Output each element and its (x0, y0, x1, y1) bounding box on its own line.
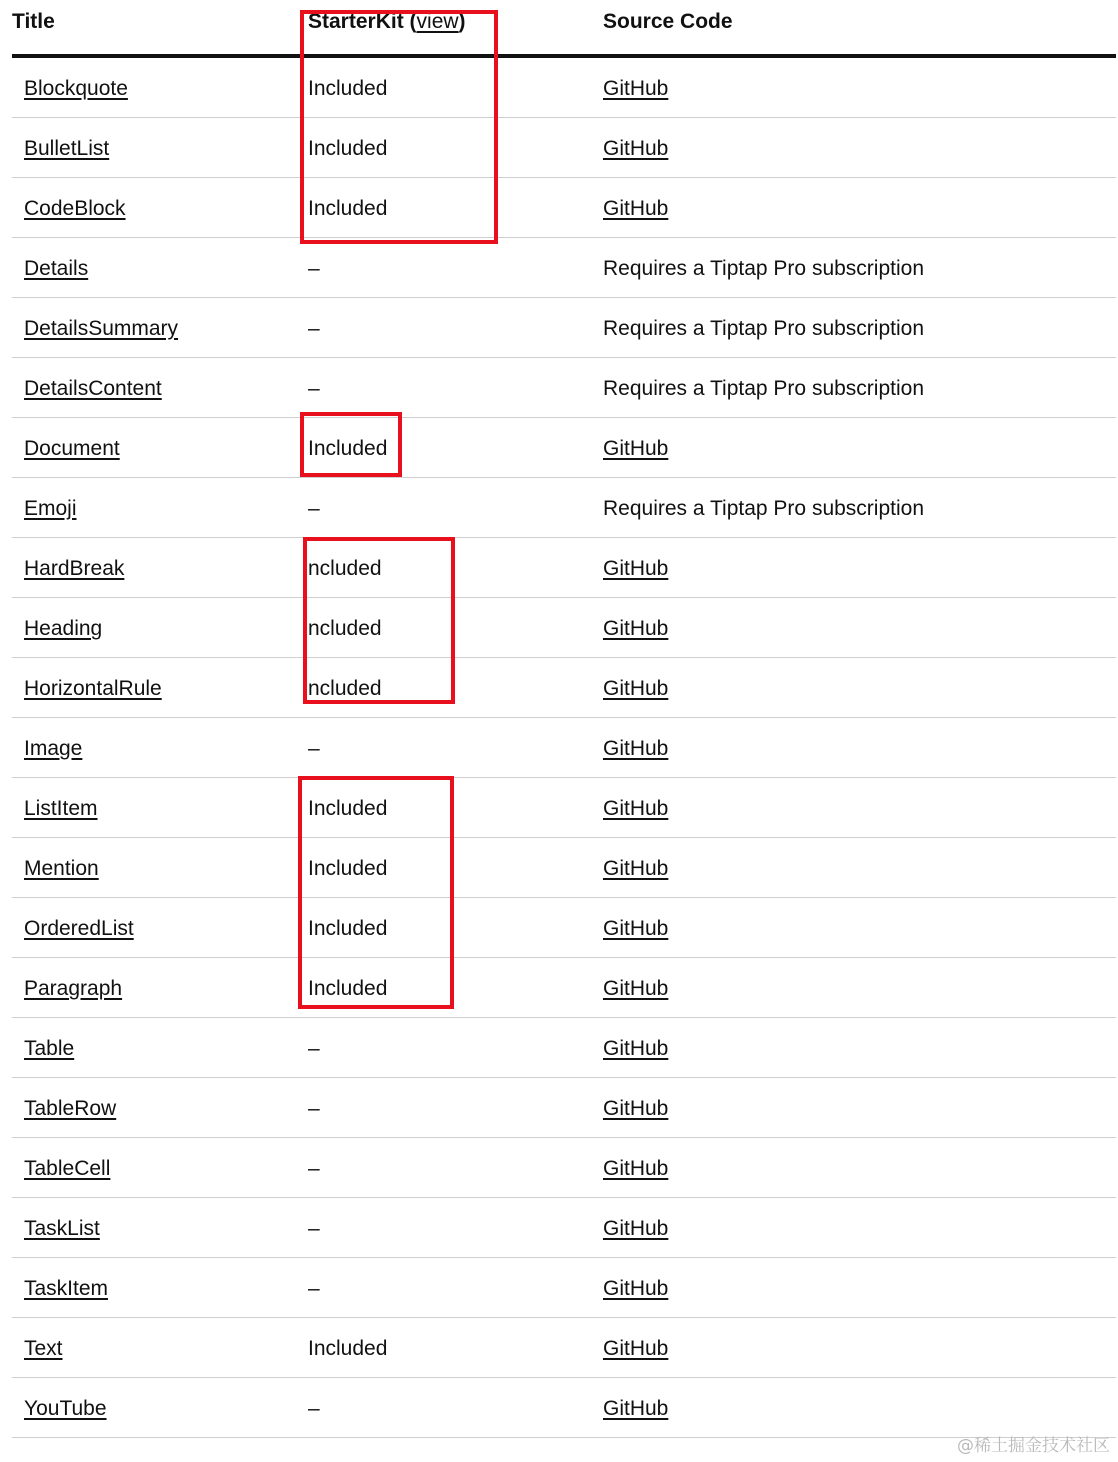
github-link[interactable]: GitHub (603, 797, 669, 820)
github-link[interactable]: GitHub (603, 857, 669, 880)
github-link[interactable]: GitHub (603, 557, 669, 580)
table-row (12, 778, 1116, 838)
github-link[interactable]: GitHub (603, 1337, 669, 1360)
starterkit-status: ncluded (308, 677, 382, 700)
table-row (12, 1018, 1116, 1078)
extension-title-link[interactable]: Heading (24, 617, 103, 640)
extension-title-link[interactable]: DetailsSummary (24, 317, 179, 340)
starterkit-status: – (308, 317, 320, 340)
extension-title-link[interactable]: Image (24, 737, 83, 760)
watermark: @稀土掘金技术社区 (957, 1436, 1110, 1456)
extension-title-link[interactable]: TaskItem (24, 1277, 109, 1300)
extension-title-link[interactable]: TableRow (24, 1097, 117, 1120)
table-row (12, 418, 1116, 478)
github-link[interactable]: GitHub (603, 1157, 669, 1180)
header-title: Title (12, 10, 55, 33)
table-row (12, 1258, 1116, 1318)
table-row (12, 1138, 1116, 1198)
starterkit-status: Included (308, 437, 388, 460)
table-row (12, 1378, 1116, 1438)
github-link[interactable]: GitHub (603, 677, 669, 700)
header-starterkit-close: ) (458, 10, 466, 33)
table-row (12, 838, 1116, 898)
starterkit-status: Included (308, 197, 388, 220)
extension-title-link[interactable]: ListItem (24, 797, 98, 820)
starterkit-status: – (308, 377, 320, 400)
source-note: Requires a Tiptap Pro subscription (603, 497, 924, 520)
starterkit-status: Included (308, 857, 388, 880)
github-link[interactable]: GitHub (603, 917, 669, 940)
github-link[interactable]: GitHub (603, 1097, 669, 1120)
extension-title-link[interactable]: Table (24, 1037, 75, 1060)
table-row (12, 718, 1116, 778)
github-link[interactable]: GitHub (603, 1277, 669, 1300)
extension-title-link[interactable]: OrderedList (24, 917, 134, 940)
extension-title-link[interactable]: Document (24, 437, 120, 460)
extension-title-link[interactable]: YouTube (24, 1397, 107, 1420)
starterkit-status: Included (308, 137, 388, 160)
starterkit-status: Included (308, 917, 388, 940)
starterkit-status: – (308, 1217, 320, 1240)
github-link[interactable]: GitHub (603, 77, 669, 100)
github-link[interactable]: GitHub (603, 137, 669, 160)
starterkit-status: – (308, 1277, 320, 1300)
view-link[interactable]: view (416, 10, 459, 33)
starterkit-status: Included (308, 797, 388, 820)
table-row (12, 298, 1116, 358)
extension-title-link[interactable]: TaskList (24, 1217, 100, 1240)
starterkit-status: – (308, 497, 320, 520)
github-link[interactable]: GitHub (603, 1217, 669, 1240)
table-row (12, 1078, 1116, 1138)
source-note: Requires a Tiptap Pro subscription (603, 377, 924, 400)
starterkit-status: – (308, 737, 320, 760)
github-link[interactable]: GitHub (603, 617, 669, 640)
extension-title-link[interactable]: HorizontalRule (24, 677, 162, 700)
starterkit-status: – (308, 1397, 320, 1420)
github-link[interactable]: GitHub (603, 977, 669, 1000)
starterkit-status: Included (308, 77, 388, 100)
source-note: Requires a Tiptap Pro subscription (603, 317, 924, 340)
table-row (12, 118, 1116, 178)
table-body (12, 58, 1116, 1438)
github-link[interactable]: GitHub (603, 437, 669, 460)
github-link[interactable]: GitHub (603, 1397, 669, 1420)
table-row (12, 898, 1116, 958)
table-row (12, 958, 1116, 1018)
table-row (12, 478, 1116, 538)
extension-title-link[interactable]: Text (24, 1337, 63, 1360)
table-row (12, 178, 1116, 238)
extension-title-link[interactable]: DetailsContent (24, 377, 162, 400)
starterkit-status: Included (308, 1337, 388, 1360)
starterkit-status: ncluded (308, 617, 382, 640)
extension-title-link[interactable]: Details (24, 257, 89, 280)
extension-title-link[interactable]: Paragraph (24, 977, 123, 1000)
extension-title-link[interactable]: Emoji (24, 497, 77, 520)
starterkit-status: ncluded (308, 557, 382, 580)
github-link[interactable]: GitHub (603, 737, 669, 760)
table-row (12, 598, 1116, 658)
extension-title-link[interactable]: TableCell (24, 1157, 111, 1180)
starterkit-status: – (308, 1097, 320, 1120)
extension-title-link[interactable]: Blockquote (24, 77, 128, 100)
table-header (12, 0, 1116, 58)
source-note: Requires a Tiptap Pro subscription (603, 257, 924, 280)
table-row (12, 238, 1116, 298)
header-starterkit (308, 10, 466, 34)
header-source-code: Source Code (603, 10, 733, 33)
extension-title-link[interactable]: BulletList (24, 137, 110, 160)
header-starterkit-text: StarterKit ( (308, 10, 417, 33)
table-row (12, 1318, 1116, 1378)
table-row (12, 58, 1116, 118)
extension-title-link[interactable]: Mention (24, 857, 99, 880)
starterkit-status: – (308, 1037, 320, 1060)
github-link[interactable]: GitHub (603, 197, 669, 220)
table-row (12, 1198, 1116, 1258)
starterkit-status: Included (308, 977, 388, 1000)
table-row (12, 358, 1116, 418)
table-row (12, 538, 1116, 598)
extensions-table (12, 0, 1116, 1438)
table-row (12, 658, 1116, 718)
github-link[interactable]: GitHub (603, 1037, 669, 1060)
extension-title-link[interactable]: CodeBlock (24, 197, 126, 220)
starterkit-status: – (308, 1157, 320, 1180)
extension-title-link[interactable]: HardBreak (24, 557, 125, 580)
starterkit-status: – (308, 257, 320, 280)
